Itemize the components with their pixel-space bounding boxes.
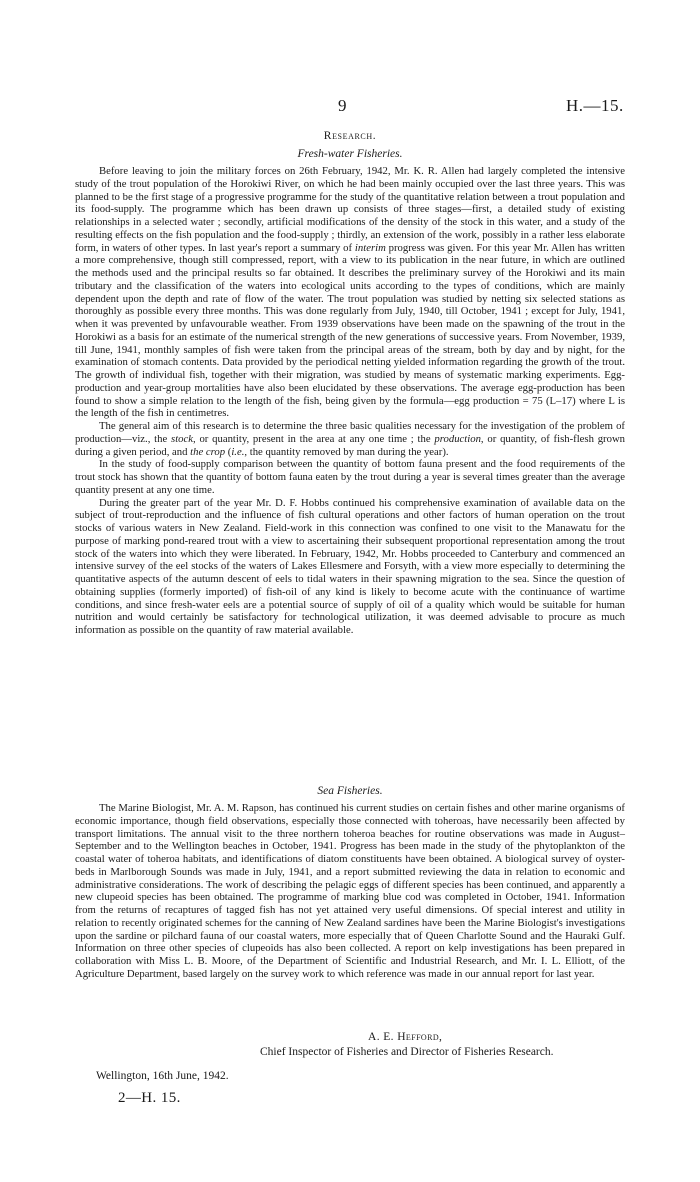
- section-heading-research: Research.: [323, 130, 377, 142]
- paragraph-allen-study: Before leaving to join the military forces on 26th February, 1942, Mr. K. R. Allen had largely completed the intensive study of the trout population of the Horokiwi River, on which he had been mainly occupied over the last three years. This was planned to be the first stage of a progressive programme for the study of the quantitative relation between a trout population and its food-supply. The programme which has been drawn up consists of three stages—first, a detailed study of existing relationships in a selected water ; secondly, artificial modifications of the density of the stock in this water, and a study of the resulting effects on the fish population and the food-supply ; thirdly, an extension of the work, possibly in a rather less elaborate form, in waters of other types. In last year's report a summary of interim progress was given. For this year Mr. Allen has written a more comprehensive, though still compressed, report, with a view to its publication in the near future, in which are outlined the methods used and the principal results so far obtained. It describes the preliminary survey of the Horokiwi and its main tributary and the classification of the waters into ecological units according to the types of conditions, which are mainly dependent upon the depth and rate of flow of the water. The trout population was studied by netting six selected stations as thoroughly as possible every three months. This was done regularly from July, 1940, till October, 1941 ; except for July, 1941, when it was prevented by unfavourable weather. From 1939 observations have been made on the spawning of the trout in the Horokiwi as a basis for an estimate of the numerical strength of the new generations of successive years. From November, 1939, till June, 1941, monthly samples of fish were taken from the principal areas of the stream, both by day and by night, for the examination of stomach contents. Data provided by the periodical netting yielded information regarding the growth of the trout. The growth of individual fish, together with their migration, was studied by means of systematic marking experiments. Egg-production and year-group mortalities have also been elucidated by these observations. The average egg-production has been found to show a simple relation to the length of the fish, being given by the formula—egg production = 75 (L–17) where L is the length of the fish in centimetres.: [75, 165, 626, 420]
- page-number: 9: [338, 96, 347, 115]
- paragraph-general-aim: The general aim of this research is to determine the three basic qualities necessary for the investigation of the problem of production—viz., the stock, or quantity, present in the area at any one time ; the production, or quantity, of fish-flesh grown during a given period, and the crop (i.e., the quantity removed by man during the year).: [75, 420, 626, 458]
- paragraph-hobbs-study: During the greater part of the year Mr. D. F. Hobbs continued his comprehensive examination of available data on the subject of trout-reproduction and the influence of fish cultural operations and other factors of human operation on the trout stocks of various waters in New Zealand. Field-work in this connection was confined to one visit to the Manawatu for the purpose of marking pond-reared trout with a view to ascertaining their subsequent proportional representation among the trout stock of the waters into which they were liberated. In February, 1942, Mr. Hobbs proceeded to Canterbury and commenced an intensive survey of the eel stocks of the waters of Lakes Ellesmere and Forsyth, with a view more especially to determining the quantitative aspects of the autumn descent of eels to tidal waters in their spawning migration to the sea. Since the question of obtaining supplies (formerly imported) of fish-oil of any kind is likely to become acute with the continuance of wartime conditions, and since fresh-water eels are a potential source of supply of oil of a quality which would be suitable for human nutrition and would certainly be satisfactory for technological utilization, it was deemed advisable to procure as much information as possible on the quantity of raw material available.: [75, 496, 625, 636]
- place-and-date: Wellington, 16th June, 1942.: [96, 1070, 229, 1082]
- sheet-reference: 2—H. 15.: [118, 1090, 181, 1106]
- subheading-freshwater-fisheries: Fresh-water Fisheries.: [297, 148, 403, 160]
- document-reference: H.—15.: [566, 96, 624, 115]
- signatory-title: Chief Inspector of Fisheries and Director of Fisheries Research.: [260, 1046, 554, 1058]
- paragraph-food-supply: In the study of food-supply comparison between the quantity of bottom fauna present and the food requirements of the trout stock has shown that the quantity of bottom fauna eaten by the trout during a year is several times greater than the average quantity present at any one time.: [75, 458, 625, 496]
- freshwater-body: [75, 165, 625, 637]
- signatory-name: A. E. Hefford,: [368, 1031, 443, 1043]
- subheading-sea-fisheries: Sea Fisheries.: [317, 785, 383, 797]
- paragraph-marine-biologist: The Marine Biologist, Mr. A. M. Rapson, has continued his current studies on certain fishes and other marine organisms of economic importance, though field observations, especially those connected with toheroas, have necessarily been affected by transport limitations. The annual visit to the three northern toheroa beaches for routine observations was made in August–September and to the Wellington beaches in October, 1941. Progress has been made in the study of the phytoplankton of the coastal water of toheroa habitats, and identifications of diatom constituents have been obtained. A biological survey of oyster-beds in Marlborough Sounds was made in July, 1941, and a report submitted reviewing the data in relation to economic and administrative considerations. The work of describing the pelagic eggs of different species has been continued, and apparently a new clupeoid species has been obtained. The programme of marking blue cod was completed in October, 1941. Information from the returns of recaptures of tagged fish has not yet attained very useful dimensions. Of special interest and utility in relation to recently originated schemes for the canning of New Zealand sardines have been the Marine Biologist's investigations upon the sardine or pilchard fauna of our coastal waters, more especially that of Queen Charlotte Sound and the Hauraki Gulf. Information on three other species of clupeoids has also been collected. A report on kelp investigations has been prepared in collaboration with Miss L. B. Moore, of the Department of Scientific and Industrial Research, and Mr. I. L. Elliott, of the Agriculture Department, based largely on the survey work to which reference was made in our annual report for last year.: [75, 802, 625, 980]
- sea-fisheries-body: [75, 802, 625, 981]
